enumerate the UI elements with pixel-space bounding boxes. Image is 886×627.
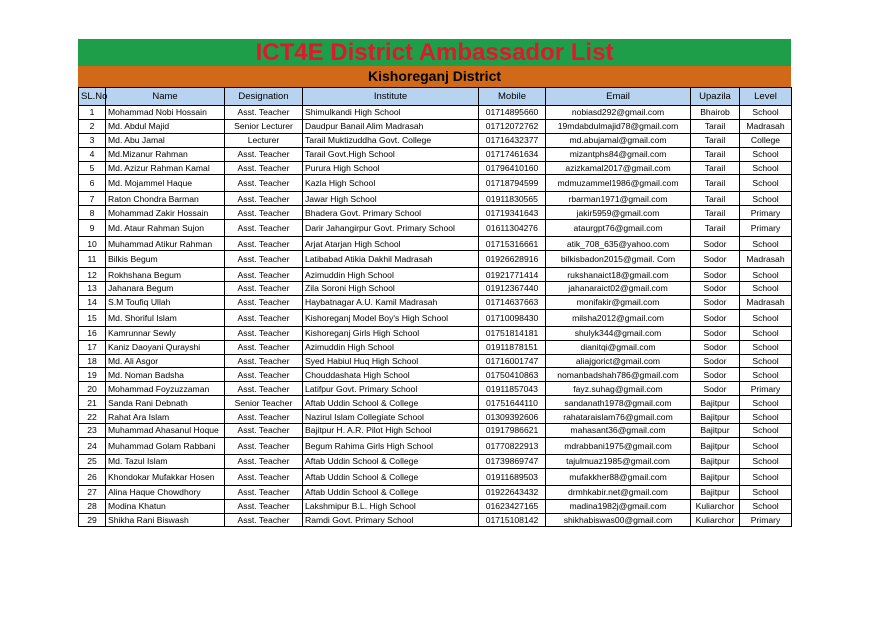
cell-level: School [740,499,792,513]
cell-institute: Ramdi Govt. Primary School [303,513,479,527]
cell-sl-no: 15 [79,309,106,326]
cell-designation: Lecturer [225,133,303,147]
cell-sl-no: 21 [79,396,106,410]
cell-institute: Kazla High School [303,175,479,192]
cell-institute: Tarail Muktizuddha Govt. College [303,133,479,147]
cell-sl-no: 10 [79,237,106,251]
cell-email: shulyk344@gmail.com [546,326,691,340]
cell-name: Md. Mojammel Haque [106,175,225,192]
table-row [79,119,792,133]
table-body [79,106,792,527]
cell-designation: Asst. Teacher [225,354,303,368]
cell-email: milsha2012@gmail.com [546,309,691,326]
cell-email: dianitqi@gmail.com [546,340,691,354]
cell-institute: Zila Soroni High School [303,282,479,296]
cell-mobile: 01911857043 [479,382,546,396]
cell-designation: Asst. Teacher [225,437,303,454]
table-row [79,454,792,468]
cell-institute: Tarail Govt.High School [303,147,479,161]
cell-name: Rokhshana Begum [106,268,225,282]
cell-designation: Asst. Teacher [225,220,303,237]
cell-upazila: Tarail [691,161,740,175]
cell-mobile: 01716432377 [479,133,546,147]
cell-name: Sanda Rani Debnath [106,396,225,410]
cell-level: School [740,396,792,410]
cell-sl-no: 17 [79,340,106,354]
cell-mobile: 01911830565 [479,192,546,206]
cell-institute: Daudpur Banail Alim Madrasah [303,119,479,133]
cell-sl-no: 8 [79,206,106,220]
cell-name: Md.Mizanur Rahman [106,147,225,161]
cell-upazila: Bajitpur [691,454,740,468]
cell-level: School [740,282,792,296]
cell-level: School [740,147,792,161]
cell-email: ataurgpt76@gmail.com [546,220,691,237]
cell-level: School [740,424,792,438]
cell-upazila: Sodor [691,251,740,268]
cell-mobile: 01922643432 [479,485,546,499]
cell-email: 19mdabdulmajid78@gmail.com [546,119,691,133]
table-row [79,485,792,499]
cell-institute: Azimuddin High School [303,268,479,282]
cell-name: Khondokar Mufakkar Hosen [106,468,225,485]
cell-email: mdmuzammel1986@gmail.com [546,175,691,192]
table-row [79,192,792,206]
cell-email: tajulmuaz1985@gmail.com [546,454,691,468]
cell-designation: Senior Teacher [225,396,303,410]
column-header-level: Level [740,88,792,106]
cell-sl-no: 20 [79,382,106,396]
column-header-email: Email [546,88,691,106]
cell-upazila: Sodor [691,354,740,368]
cell-name: Muhammad Ahasanul Hoque [106,424,225,438]
cell-designation: Asst. Teacher [225,161,303,175]
cell-name: Mohammad Foyzuzzaman [106,382,225,396]
cell-designation: Asst. Teacher [225,106,303,120]
table-row [79,268,792,282]
cell-upazila: Bajitpur [691,468,740,485]
cell-designation: Asst. Teacher [225,513,303,527]
cell-name: Muhammad Golam Rabbani [106,437,225,454]
table-row [79,309,792,326]
cell-email: sandanath1978@gmail.com [546,396,691,410]
cell-institute: Azimuddin High School [303,340,479,354]
cell-designation: Asst. Teacher [225,454,303,468]
cell-upazila: Tarail [691,133,740,147]
cell-designation: Asst. Teacher [225,326,303,340]
cell-level: Primary [740,206,792,220]
cell-sl-no: 29 [79,513,106,527]
table-row [79,282,792,296]
table-row [79,106,792,120]
cell-sl-no: 2 [79,119,106,133]
cell-mobile: 01714895660 [479,106,546,120]
cell-upazila: Tarail [691,206,740,220]
cell-name: Md. Azizur Rahman Kamal [106,161,225,175]
cell-designation: Asst. Teacher [225,410,303,424]
cell-upazila: Sodor [691,237,740,251]
ambassador-sheet [78,39,791,527]
cell-email: drmhkabir.net@gmail.com [546,485,691,499]
cell-email: rbarman1971@gmail.com [546,192,691,206]
cell-institute: Jawar High School [303,192,479,206]
cell-sl-no: 19 [79,368,106,382]
cell-email: shikhabiswas00@gmail.com [546,513,691,527]
cell-email: nomanbadshah786@gmail.com [546,368,691,382]
column-header-institute: Institute [303,88,479,106]
cell-name: Shikha Rani Biswash [106,513,225,527]
cell-institute: Shimulkandi High School [303,106,479,120]
cell-sl-no: 24 [79,437,106,454]
cell-sl-no: 18 [79,354,106,368]
cell-designation: Asst. Teacher [225,368,303,382]
cell-level: School [740,309,792,326]
cell-level: School [740,485,792,499]
cell-designation: Asst. Teacher [225,282,303,296]
cell-institute: Arjat Atarjan High School [303,237,479,251]
cell-sl-no: 12 [79,268,106,282]
cell-level: School [740,468,792,485]
cell-institute: Purura High School [303,161,479,175]
cell-name: Alina Haque Chowdhory [106,485,225,499]
cell-designation: Asst. Teacher [225,424,303,438]
cell-name: Kamrunnar Sewly [106,326,225,340]
cell-sl-no: 14 [79,295,106,309]
cell-email: mufakkher88@gmail.com [546,468,691,485]
cell-name: Md. Abu Jamal [106,133,225,147]
cell-name: Md. Abdul Majid [106,119,225,133]
cell-upazila: Sodor [691,282,740,296]
cell-level: Madrasah [740,251,792,268]
table-row [79,396,792,410]
table-row [79,513,792,527]
cell-institute: Bhadera Govt. Primary School [303,206,479,220]
cell-mobile: 01912367440 [479,282,546,296]
cell-mobile: 01751814181 [479,326,546,340]
cell-mobile: 01623427165 [479,499,546,513]
cell-designation: Asst. Teacher [225,206,303,220]
cell-email: mahasant36@gmail.com [546,424,691,438]
cell-level: College [740,133,792,147]
cell-upazila: Sodor [691,268,740,282]
cell-upazila: Bhairob [691,106,740,120]
cell-upazila: Sodor [691,295,740,309]
cell-sl-no: 4 [79,147,106,161]
cell-email: bilkisbadon2015@gmail. Com [546,251,691,268]
cell-upazila: Tarail [691,147,740,161]
cell-institute: Syed Habiul Huq High School [303,354,479,368]
column-header-name: Name [106,88,225,106]
table-row [79,468,792,485]
cell-institute: Chouddashata High School [303,368,479,382]
table-row [79,251,792,268]
cell-upazila: Tarail [691,175,740,192]
cell-institute: Lakshmipur B.L. High School [303,499,479,513]
cell-mobile: 01715108142 [479,513,546,527]
cell-mobile: 01718794599 [479,175,546,192]
cell-upazila: Bajitpur [691,485,740,499]
cell-institute: Haybatnagar A.U. Kamil Madrasah [303,295,479,309]
cell-level: School [740,454,792,468]
cell-mobile: 01714637663 [479,295,546,309]
cell-email: nobiasd292@gmail.com [546,106,691,120]
cell-mobile: 01750410863 [479,368,546,382]
cell-sl-no: 11 [79,251,106,268]
cell-upazila: Sodor [691,309,740,326]
cell-mobile: 01751644110 [479,396,546,410]
cell-mobile: 01911689503 [479,468,546,485]
cell-upazila: Bajitpur [691,424,740,438]
cell-sl-no: 23 [79,424,106,438]
cell-name: Md. Ataur Rahman Sujon [106,220,225,237]
cell-mobile: 01715316661 [479,237,546,251]
cell-level: School [740,354,792,368]
cell-email: azizkamal2017@gmail.com [546,161,691,175]
cell-upazila: Tarail [691,192,740,206]
cell-level: Madrasah [740,295,792,309]
cell-institute: Aftab Uddin School & College [303,485,479,499]
cell-level: School [740,326,792,340]
table-row [79,161,792,175]
cell-name: Muhammad Atikur Rahman [106,237,225,251]
cell-sl-no: 13 [79,282,106,296]
table-header-row [79,88,792,106]
cell-level: School [740,192,792,206]
cell-name: Md. Tazul Islam [106,454,225,468]
page-title: ICT4E District Ambassador List [78,39,791,66]
cell-institute: Kishoreganj Model Boy's High School [303,309,479,326]
table-row [79,368,792,382]
table-row [79,220,792,237]
cell-institute: Bajitpur H. A.R. Pilot High School [303,424,479,438]
cell-email: rahataraislam76@gmail.com [546,410,691,424]
cell-email: jakir5959@gmail.com [546,206,691,220]
cell-mobile: 01739869747 [479,454,546,468]
cell-name: S.M Toufiq Ullah [106,295,225,309]
table-row [79,354,792,368]
cell-level: School [740,340,792,354]
cell-designation: Asst. Teacher [225,468,303,485]
cell-level: School [740,437,792,454]
cell-sl-no: 5 [79,161,106,175]
table-row [79,133,792,147]
cell-mobile: 01719341643 [479,206,546,220]
cell-designation: Asst. Teacher [225,192,303,206]
column-header-designation: Designation [225,88,303,106]
cell-email: madina1982j@gmail.com [546,499,691,513]
cell-mobile: 01911878151 [479,340,546,354]
cell-level: School [740,161,792,175]
column-header-upazila: Upazila [691,88,740,106]
cell-designation: Senior Lecturer [225,119,303,133]
table-row [79,147,792,161]
cell-institute: Kishoreganj Girls High School [303,326,479,340]
cell-email: md.abujamal@gmail.com [546,133,691,147]
cell-level: Madrasah [740,119,792,133]
cell-upazila: Bajitpur [691,437,740,454]
cell-level: School [740,368,792,382]
cell-upazila: Sodor [691,340,740,354]
cell-name: Bilkis Begum [106,251,225,268]
table-row [79,437,792,454]
cell-sl-no: 25 [79,454,106,468]
cell-mobile: 01716001747 [479,354,546,368]
cell-designation: Asst. Teacher [225,251,303,268]
cell-designation: Asst. Teacher [225,382,303,396]
cell-institute: Darir Jahangirpur Govt. Primary School [303,220,479,237]
cell-name: Jahanara Begum [106,282,225,296]
cell-mobile: 01611304276 [479,220,546,237]
cell-name: Mohammad Nobi Hossain [106,106,225,120]
cell-sl-no: 3 [79,133,106,147]
table-row [79,340,792,354]
cell-name: Raton Chondra Barman [106,192,225,206]
table-row [79,424,792,438]
cell-mobile: 01917986621 [479,424,546,438]
cell-institute: Aftab Uddin School & College [303,468,479,485]
cell-designation: Asst. Teacher [225,340,303,354]
cell-name: Kaniz Daoyani Qurayshi [106,340,225,354]
cell-institute: Aftab Uddin School & College [303,396,479,410]
cell-sl-no: 6 [79,175,106,192]
cell-institute: Begum Rahima Girls High School [303,437,479,454]
cell-sl-no: 22 [79,410,106,424]
cell-mobile: 01926628916 [479,251,546,268]
cell-mobile: 01796410160 [479,161,546,175]
cell-name: Md. Ali Asgor [106,354,225,368]
cell-upazila: Kuliarchor [691,513,740,527]
table-row [79,382,792,396]
cell-designation: Asst. Teacher [225,237,303,251]
cell-email: mdrabbani1975@gmail.com [546,437,691,454]
cell-email: rukshanaict18@gmail.com [546,268,691,282]
cell-upazila: Tarail [691,220,740,237]
cell-designation: Asst. Teacher [225,295,303,309]
ambassador-table [78,87,792,527]
cell-designation: Asst. Teacher [225,268,303,282]
cell-level: Primary [740,513,792,527]
table-row [79,175,792,192]
cell-sl-no: 16 [79,326,106,340]
cell-email: fayz.suhag@gmail.com [546,382,691,396]
table-row [79,410,792,424]
cell-upazila: Sodor [691,368,740,382]
cell-designation: Asst. Teacher [225,309,303,326]
cell-upazila: Sodor [691,326,740,340]
cell-mobile: 01712072762 [479,119,546,133]
cell-level: Primary [740,382,792,396]
cell-sl-no: 9 [79,220,106,237]
cell-level: School [740,106,792,120]
cell-upazila: Sodor [691,382,740,396]
table-row [79,499,792,513]
cell-upazila: Tarail [691,119,740,133]
cell-mobile: 01770822913 [479,437,546,454]
cell-designation: Asst. Teacher [225,175,303,192]
cell-sl-no: 26 [79,468,106,485]
column-header-mobile: Mobile [479,88,546,106]
cell-upazila: Bajitpur [691,396,740,410]
cell-name: Md. Noman Badsha [106,368,225,382]
cell-email: aliajgorict@gmail.com [546,354,691,368]
cell-upazila: Bajitpur [691,410,740,424]
cell-designation: Asst. Teacher [225,147,303,161]
cell-sl-no: 1 [79,106,106,120]
cell-name: Modina Khatun [106,499,225,513]
cell-level: School [740,410,792,424]
cell-level: School [740,268,792,282]
cell-mobile: 01717461634 [479,147,546,161]
cell-institute: Latibabad Atikia Dakhil Madrasah [303,251,479,268]
cell-institute: Nazirul Islam Collegiate School [303,410,479,424]
table-row [79,206,792,220]
cell-institute: Latifpur Govt. Primary School [303,382,479,396]
cell-email: monifakir@gmail.com [546,295,691,309]
cell-level: School [740,237,792,251]
cell-sl-no: 7 [79,192,106,206]
cell-email: atik_708_635@yahoo.com [546,237,691,251]
cell-upazila: Kuliarchor [691,499,740,513]
cell-email: mizantphs84@gmail.com [546,147,691,161]
cell-email: jahanaraict02@gmail.com [546,282,691,296]
cell-name: Mohammad Zakir Hossain [106,206,225,220]
cell-sl-no: 28 [79,499,106,513]
cell-sl-no: 27 [79,485,106,499]
column-header-sl-no: SL.No [79,88,106,106]
cell-mobile: 01309392606 [479,410,546,424]
cell-institute: Aftab Uddin School & College [303,454,479,468]
cell-designation: Asst. Teacher [225,499,303,513]
table-row [79,326,792,340]
cell-name: Md. Shoriful Islam [106,309,225,326]
table-row [79,237,792,251]
cell-level: Primary [740,220,792,237]
cell-designation: Asst. Teacher [225,485,303,499]
cell-mobile: 01710098430 [479,309,546,326]
table-row [79,295,792,309]
cell-name: Rahat Ara Islam [106,410,225,424]
cell-level: School [740,175,792,192]
district-title: Kishoreganj District [78,66,791,87]
cell-mobile: 01921771414 [479,268,546,282]
